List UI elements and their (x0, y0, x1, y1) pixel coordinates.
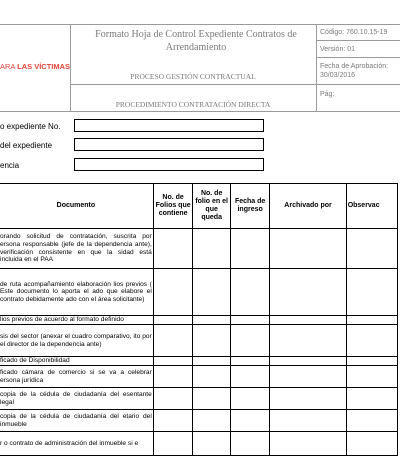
field-label-dependencia: encia (0, 161, 20, 170)
table-row (0, 316, 398, 325)
approval-date: Fecha de Aprobación: 30/03/2016 (320, 63, 389, 79)
cell-fecha[interactable] (230, 316, 270, 325)
cell-observaciones[interactable] (346, 316, 397, 325)
cell-fecha[interactable] (230, 229, 270, 269)
cell-folios[interactable] (153, 388, 193, 410)
table-row (0, 229, 398, 269)
cell-archivado[interactable] (270, 357, 346, 366)
row-document: sis del sector (anexar el cuadro comparativo, ito por el director de la dependencia ante) (0, 325, 153, 357)
cell-archivado[interactable] (270, 388, 346, 410)
logo-text-bold: LAS VÍCTIMAS (17, 62, 71, 71)
cell-folio-queda[interactable] (193, 269, 230, 316)
procedure-name: PROCEDIMIENTO CONTRATACIÓN DIRECTA (115, 100, 271, 109)
cell-fecha[interactable] (230, 366, 270, 388)
cell-observaciones[interactable] (346, 357, 397, 366)
table-row (0, 432, 398, 456)
logo-text-light: ARA (0, 62, 16, 71)
cell-folio-queda[interactable] (193, 325, 230, 357)
cell-archivado[interactable] (270, 325, 346, 357)
row-document: copia de la cédula de ciudadanía del etario del inmueble (0, 410, 153, 432)
cell-folio-queda[interactable] (193, 410, 230, 432)
table-row (0, 388, 398, 410)
cell-fecha[interactable] (230, 357, 270, 366)
cell-folios[interactable] (153, 357, 193, 366)
logo (0, 62, 70, 74)
cell-folio-queda[interactable] (193, 388, 230, 410)
cell-fecha[interactable] (230, 410, 270, 432)
field-label-expediente: del expediente (0, 141, 53, 150)
document-code: Código: 760.10.15-19 (320, 29, 388, 36)
col-header-observaciones: Observac (346, 184, 397, 229)
cell-folio-queda[interactable] (193, 432, 230, 456)
cell-folio-queda[interactable] (193, 229, 230, 269)
document-table (0, 183, 398, 456)
cell-folio-queda[interactable] (193, 316, 230, 325)
table-row (0, 410, 398, 432)
cell-archivado[interactable] (270, 366, 346, 388)
table-header-row (0, 184, 398, 229)
cell-folios[interactable] (153, 410, 193, 432)
cell-observaciones[interactable] (346, 325, 397, 357)
cell-folio-queda[interactable] (193, 366, 230, 388)
table-row (0, 269, 398, 316)
cell-archivado[interactable] (270, 316, 346, 325)
col-header-folio-queda: No. de folio en el que queda (193, 184, 230, 229)
cell-fecha[interactable] (230, 432, 270, 456)
row-document: de ruta acompañamiento elaboración lios previos ( Este documento lo aporta el ado que elabore el contrato debidamente ado con el área solicitante) (0, 269, 153, 316)
cell-fecha[interactable] (230, 269, 270, 316)
cell-observaciones[interactable] (346, 366, 397, 388)
row-document: ficado de Disponibilidad (0, 357, 153, 366)
table-row (0, 357, 398, 366)
cell-folios[interactable] (153, 432, 193, 456)
dependencia-field[interactable] (74, 158, 264, 171)
cell-archivado[interactable] (270, 410, 346, 432)
cell-folios[interactable] (153, 316, 193, 325)
expediente-no-field[interactable] (74, 119, 264, 132)
cell-folios[interactable] (153, 366, 193, 388)
document-title: Formato Hoja de Control Expediente Contratos de Arrendamiento (95, 29, 297, 53)
cell-folios[interactable] (153, 325, 193, 357)
table-row (0, 325, 398, 357)
cell-archivado[interactable] (270, 432, 346, 456)
process-name: PROCESO GESTIÓN CONTRACTUAL (130, 72, 256, 81)
cell-fecha[interactable] (230, 325, 270, 357)
cell-folios[interactable] (153, 269, 193, 316)
cell-fecha[interactable] (230, 388, 270, 410)
cell-archivado[interactable] (270, 269, 346, 316)
cell-folios[interactable] (153, 229, 193, 269)
col-header-fecha: Fecha de ingreso (230, 184, 270, 229)
field-label-expediente-no: o expediente No. (0, 122, 61, 131)
col-header-documento: Documento (0, 184, 153, 229)
cell-observaciones[interactable] (346, 388, 397, 410)
row-document: r o contrato de administración del inmueble si e (0, 432, 153, 456)
cell-observaciones[interactable] (346, 229, 397, 269)
expediente-field[interactable] (74, 138, 264, 151)
row-document: orando solicitud de contratación, suscrita por ersona responsable (jefe de la dependencia ante), verificación consistente en que la sidad está incluida en el PAA (0, 229, 153, 269)
page-number: Pág: (320, 91, 335, 98)
row-document: ficado cámara de comercio si se va a celebrar ersona jurídica (0, 366, 153, 388)
document-version: Versión: 01 (320, 46, 356, 53)
row-document: copia de la cédula de ciudadanía del esentante legal (0, 388, 153, 410)
col-header-archivado: Archivado por (270, 184, 346, 229)
cell-observaciones[interactable] (346, 269, 397, 316)
cell-observaciones[interactable] (346, 432, 397, 456)
row-document: lios previos de acuerdo al formato definido (0, 316, 153, 325)
cell-archivado[interactable] (270, 229, 346, 269)
table-row (0, 366, 398, 388)
cell-folio-queda[interactable] (193, 357, 230, 366)
cell-observaciones[interactable] (346, 410, 397, 432)
col-header-folios: No. de Folios que contiene (153, 184, 193, 229)
